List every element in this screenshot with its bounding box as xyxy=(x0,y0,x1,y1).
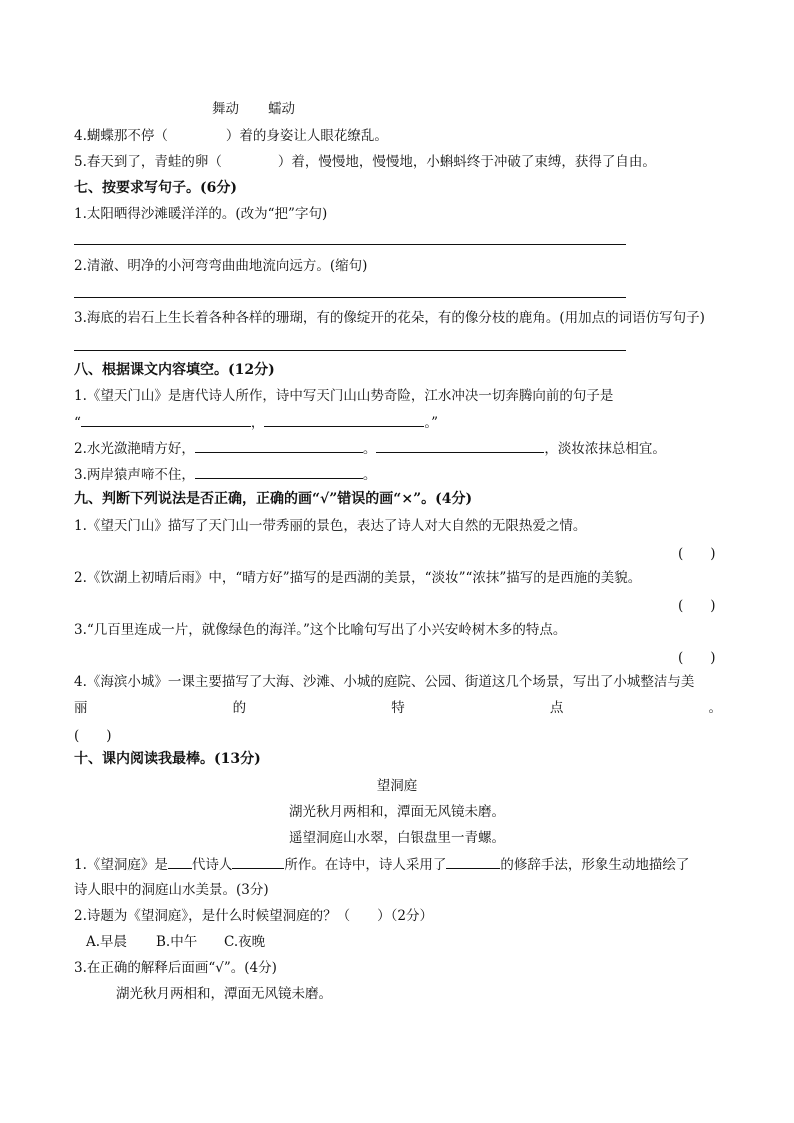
sec8-q1-line1: 1.《望天门山》是唐代诗人所作，诗中写天门山山势奇险，江水冲决一切奔腾向前的句子是 xyxy=(74,388,614,404)
sec8-q2-text-b: 。 xyxy=(362,441,377,457)
sec8-q2 xyxy=(74,439,666,458)
section-9-heading: 九、判断下列说法是否正确，正确的画“√”错误的画“×”。(4分) xyxy=(74,491,473,507)
sec7-q2: 2.清澈、明净的小河弯弯曲曲地流向远方。(缩句) xyxy=(74,258,368,274)
fill-blank[interactable] xyxy=(232,855,284,869)
fill-blank[interactable] xyxy=(81,413,251,427)
fill-blank[interactable] xyxy=(195,465,363,479)
char: 丽 xyxy=(74,700,88,716)
poem-line: 遥望洞庭山水翠，白银盘里一青螺。 xyxy=(289,830,505,846)
sec9-q4-line2 xyxy=(74,699,722,717)
sec10-q3-poem: 湖光秋月两相和，潭面无风镜未磨。 xyxy=(116,986,332,1002)
fill-blank[interactable] xyxy=(446,855,500,869)
judge-paren[interactable]: ( ) xyxy=(678,546,716,562)
section-8-heading: 八、根据课文内容填空。(12分) xyxy=(74,362,275,378)
sec7-q1: 1.太阳晒得沙滩暖洋洋的。(改为“把”字句) xyxy=(74,206,328,222)
judge-paren[interactable]: ( ) xyxy=(678,598,716,614)
fill-blank[interactable] xyxy=(168,855,192,869)
sec10-q1-line1 xyxy=(74,855,689,874)
sec10-q1-text-c: 所作。在诗中，诗人采用了 xyxy=(284,857,447,873)
answer-line[interactable] xyxy=(74,350,626,351)
option-c[interactable]: C.夜晚 xyxy=(224,934,266,950)
sec8-q1-line2 xyxy=(74,413,438,432)
sec8-q2-text-c: ，淡妆浓抹总相宜。 xyxy=(544,441,666,457)
open-quote: “ xyxy=(74,415,81,431)
sec8-q3-text-a: 3.两岸猿声啼不住， xyxy=(74,467,195,483)
section-7-heading: 七、按要求写句子。(6分) xyxy=(74,180,237,196)
sec10-q1-text-a: 1.《望洞庭》是 xyxy=(74,857,168,873)
q6-item-5-text-a: 5.春天到了，青蛙的卵（ xyxy=(74,154,222,170)
answer-line[interactable] xyxy=(74,244,626,245)
judge-paren[interactable]: ( ) xyxy=(74,728,112,744)
q6-item-4 xyxy=(74,127,388,145)
word-option: 蠕动 xyxy=(268,101,295,117)
sec8-q3-text-b: 。 xyxy=(362,467,377,483)
sec8-q2-text-a: 2.水光潋滟晴方好， xyxy=(74,441,195,457)
sec10-q2: 2.诗题为《望洞庭》，是什么时候望洞庭的？（ ）（2分） xyxy=(74,908,433,924)
q6-item-4-text-b: ）着的身姿让人眼花缭乱。 xyxy=(225,128,388,144)
sec7-q3: 3.海底的岩石上生长着各种各样的珊瑚，有的像绽开的花朵，有的像分枝的鹿角。(用加点的词语仿写句子) xyxy=(74,310,705,326)
sec10-q1-text-b: 代诗人 xyxy=(191,857,233,873)
answer-line[interactable] xyxy=(74,297,626,298)
fill-blank[interactable] xyxy=(264,413,424,427)
poem-line: 湖光秋月两相和，潭面无风镜未磨。 xyxy=(289,804,505,820)
comma: ， xyxy=(250,415,265,431)
q6-item-5-text-b: ）着，慢慢地，慢慢地，小蝌蚪终于冲破了束缚，获得了自由。 xyxy=(277,154,656,170)
char: 点 xyxy=(549,700,564,716)
char: 的 xyxy=(232,700,247,716)
fill-blank[interactable] xyxy=(376,439,544,453)
option-b[interactable]: B.中午 xyxy=(156,934,198,950)
sec10-q1-text-d: 的修辞手法，形象生动地描绘了 xyxy=(500,857,690,873)
sec9-q4-line1: 4.《海滨小城》一课主要描写了大海、沙滩、小城的庭院、公园、街道这几个场景，写出了小城整洁与美 xyxy=(74,674,695,690)
judge-paren[interactable]: ( ) xyxy=(678,650,716,666)
char: 特 xyxy=(391,700,405,716)
close-quote: 。” xyxy=(424,415,439,431)
sec9-q3: 3.“几百里连成一片，就像绿色的海洋。”这个比喻句写出了小兴安岭树木多的特点。 xyxy=(74,622,567,638)
option-a[interactable]: A.早晨 xyxy=(86,934,128,950)
section-10-heading: 十、课内阅读我最棒。(13分) xyxy=(74,751,261,767)
q6-item-4-text-a: 4.蝴蝶那不停（ xyxy=(74,128,168,144)
word-option: 舞动 xyxy=(212,101,239,117)
sec10-q3: 3.在正确的解释后面画“√”。(4分) xyxy=(74,960,277,976)
q6-item-5 xyxy=(74,153,656,171)
sec9-q1: 1.《望天门山》描写了天门山一带秀丽的景色，表达了诗人对大自然的无限热爱之情。 xyxy=(74,518,587,534)
sec8-q3 xyxy=(74,465,376,484)
fill-blank[interactable] xyxy=(195,439,363,453)
sec10-q1-line2: 诗人眼中的洞庭山水美景。(3分) xyxy=(74,882,269,898)
sec9-q2: 2.《饮湖上初晴后雨》中，“晴方好”描写的是西湖的美景，“淡妆”“浓抹”描写的是西施的美貌。 xyxy=(74,570,642,586)
poem-title: 望洞庭 xyxy=(376,778,418,794)
char: 。 xyxy=(708,700,722,716)
